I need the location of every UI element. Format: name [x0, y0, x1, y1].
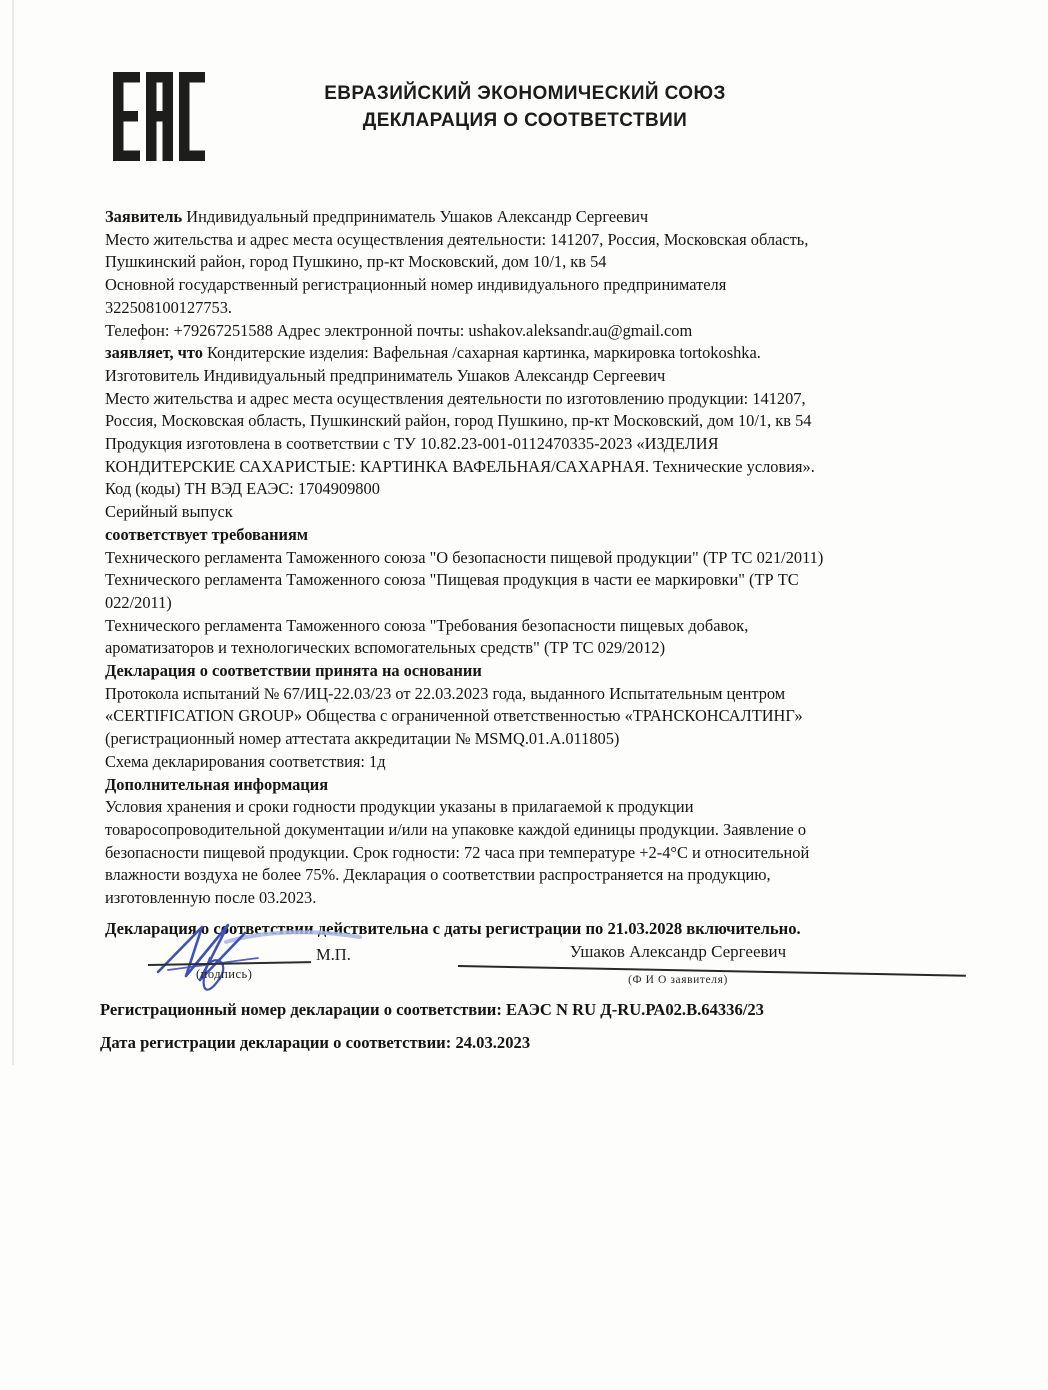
document-line: Технического регламента Таможенного союза "О безопасности пищевой продукции" (ТР ТС 021/2011) [105, 547, 824, 567]
document-line: (регистрационный номер аттестата аккредитации № MSMQ.01.A.011805) [105, 729, 620, 749]
document-line: заявляет, что Кондитерские изделия: Вафельная /сахарная картинка, маркировка tortokoshka. [105, 343, 761, 363]
eac-logo-icon [113, 72, 205, 161]
registration-date-label: Дата регистрации декларации о соответствии: [100, 1033, 452, 1052]
registration-date-value: 24.03.2023 [455, 1033, 531, 1052]
document-line: Место жительства и адрес места осуществления деятельности: 141207, Россия, Московская область, [105, 229, 809, 249]
document-line: Серийный выпуск [105, 502, 233, 522]
document-line: Заявитель Индивидуальный предприниматель Ушаков Александр Сергеевич [105, 207, 649, 226]
document-line: Место жительства и адрес места осуществления деятельности по изготовлению продукции: 141207, [105, 388, 806, 408]
signer-name: Ушаков Александр Сергеевич [569, 942, 787, 961]
document-line: ароматизаторов и технологических вспомогательных средств" (ТР ТС 029/2012) [105, 638, 666, 658]
document-line: Код (коды) ТН ВЭД ЕАЭС: 1704909800 [105, 479, 380, 499]
signer-name-caption: (Ф И О заявителя) [628, 974, 728, 986]
document-line: Схема декларирования соответствия: 1д [105, 751, 386, 771]
document-line: Декларация о соответствии принята на основании [105, 661, 482, 681]
document-line: безопасности пищевой продукции. Срок годности: 72 часа при температуре +2-4°С и относительной [105, 842, 810, 862]
registration-date-line [100, 1033, 1000, 1053]
document-line: Основной государственный регистрационный номер индивидуального предпринимателя [105, 275, 727, 295]
document-line: Россия, Московская область, Пушкинский район, город Пушкино, пр-кт Московский, дом 10/1, кв 54 [105, 411, 812, 431]
document-line: влажности воздуха не более 75%. Декларация о соответствии распространяется на продукцию, [105, 865, 771, 885]
scan-edge-artifact [12, 0, 14, 1065]
document-line: соответствует требованиям [105, 524, 308, 544]
document-line: изготовленную после 03.2023. [105, 888, 317, 908]
validity-statement: Декларация о соответствии действительна с даты регистрации по 21.03.2028 включительно. [105, 919, 801, 938]
document-body [105, 206, 955, 910]
registration-number-value: ЕАЭС N RU Д-RU.РА02.В.64336/23 [506, 1000, 764, 1019]
signature-caption: (подпись) [196, 967, 253, 981]
document-line: Технического регламента Таможенного союза "Пищевая продукция в части ее маркировки" (ТР ТС [105, 570, 799, 590]
document-line: товаросопроводительной документации и/или на упаковке каждой единицы продукции. Заявление о [105, 819, 807, 839]
document-line: Дополнительная информация [105, 774, 329, 794]
document-line: КОНДИТЕРСКИЕ САХАРИСТЫЕ: КАРТИНКА ВАФЕЛЬНАЯ/САХАРНАЯ. Технические условия». [105, 456, 815, 476]
document-line: 022/2011) [105, 592, 172, 612]
document-line: Условия хранения и сроки годности продукции указаны в прилагаемой к продукции [105, 797, 694, 817]
title-declaration: ДЕКЛАРАЦИЯ О СООТВЕТСТВИИ [362, 110, 688, 131]
document-line: Изготовитель Индивидуальный предприниматель Ушаков Александр Сергеевич [105, 365, 666, 385]
document-line: Продукция изготовлена в соответствии с ТУ 10.82.23-001-0112470335-2023 «ИЗДЕЛИЯ [105, 434, 719, 454]
stamp-place-label: М.П. [316, 945, 351, 964]
document-line: «CERTIFICATION GROUP» Общества с ограниченной ответственностью «ТРАНСКОНСАЛТИНГ» [105, 706, 803, 726]
registration-number-line [100, 1000, 1000, 1020]
document-line: Пушкинский район, город Пушкино, пр-кт Московский, дом 10/1, кв 54 [105, 252, 607, 272]
registration-number-label: Регистрационный номер декларации о соответствии: [100, 1000, 502, 1019]
document-line: Технического регламента Таможенного союза "Требования безопасности пищевых добавок, [105, 615, 749, 635]
document-line: 322508100127753. [105, 297, 233, 317]
document-title [265, 80, 785, 134]
document-line: Протокола испытаний № 67/ИЦ-22.03/23 от 22.03.2023 года, выданного Испытательным центром [105, 683, 786, 703]
document-line: Телефон: +79267251588 Адрес электронной почты: ushakov.aleksandr.au@gmail.com [105, 320, 693, 340]
title-union: ЕВРАЗИЙСКИЙ ЭКОНОМИЧЕСКИЙ СОЮЗ [324, 83, 726, 104]
